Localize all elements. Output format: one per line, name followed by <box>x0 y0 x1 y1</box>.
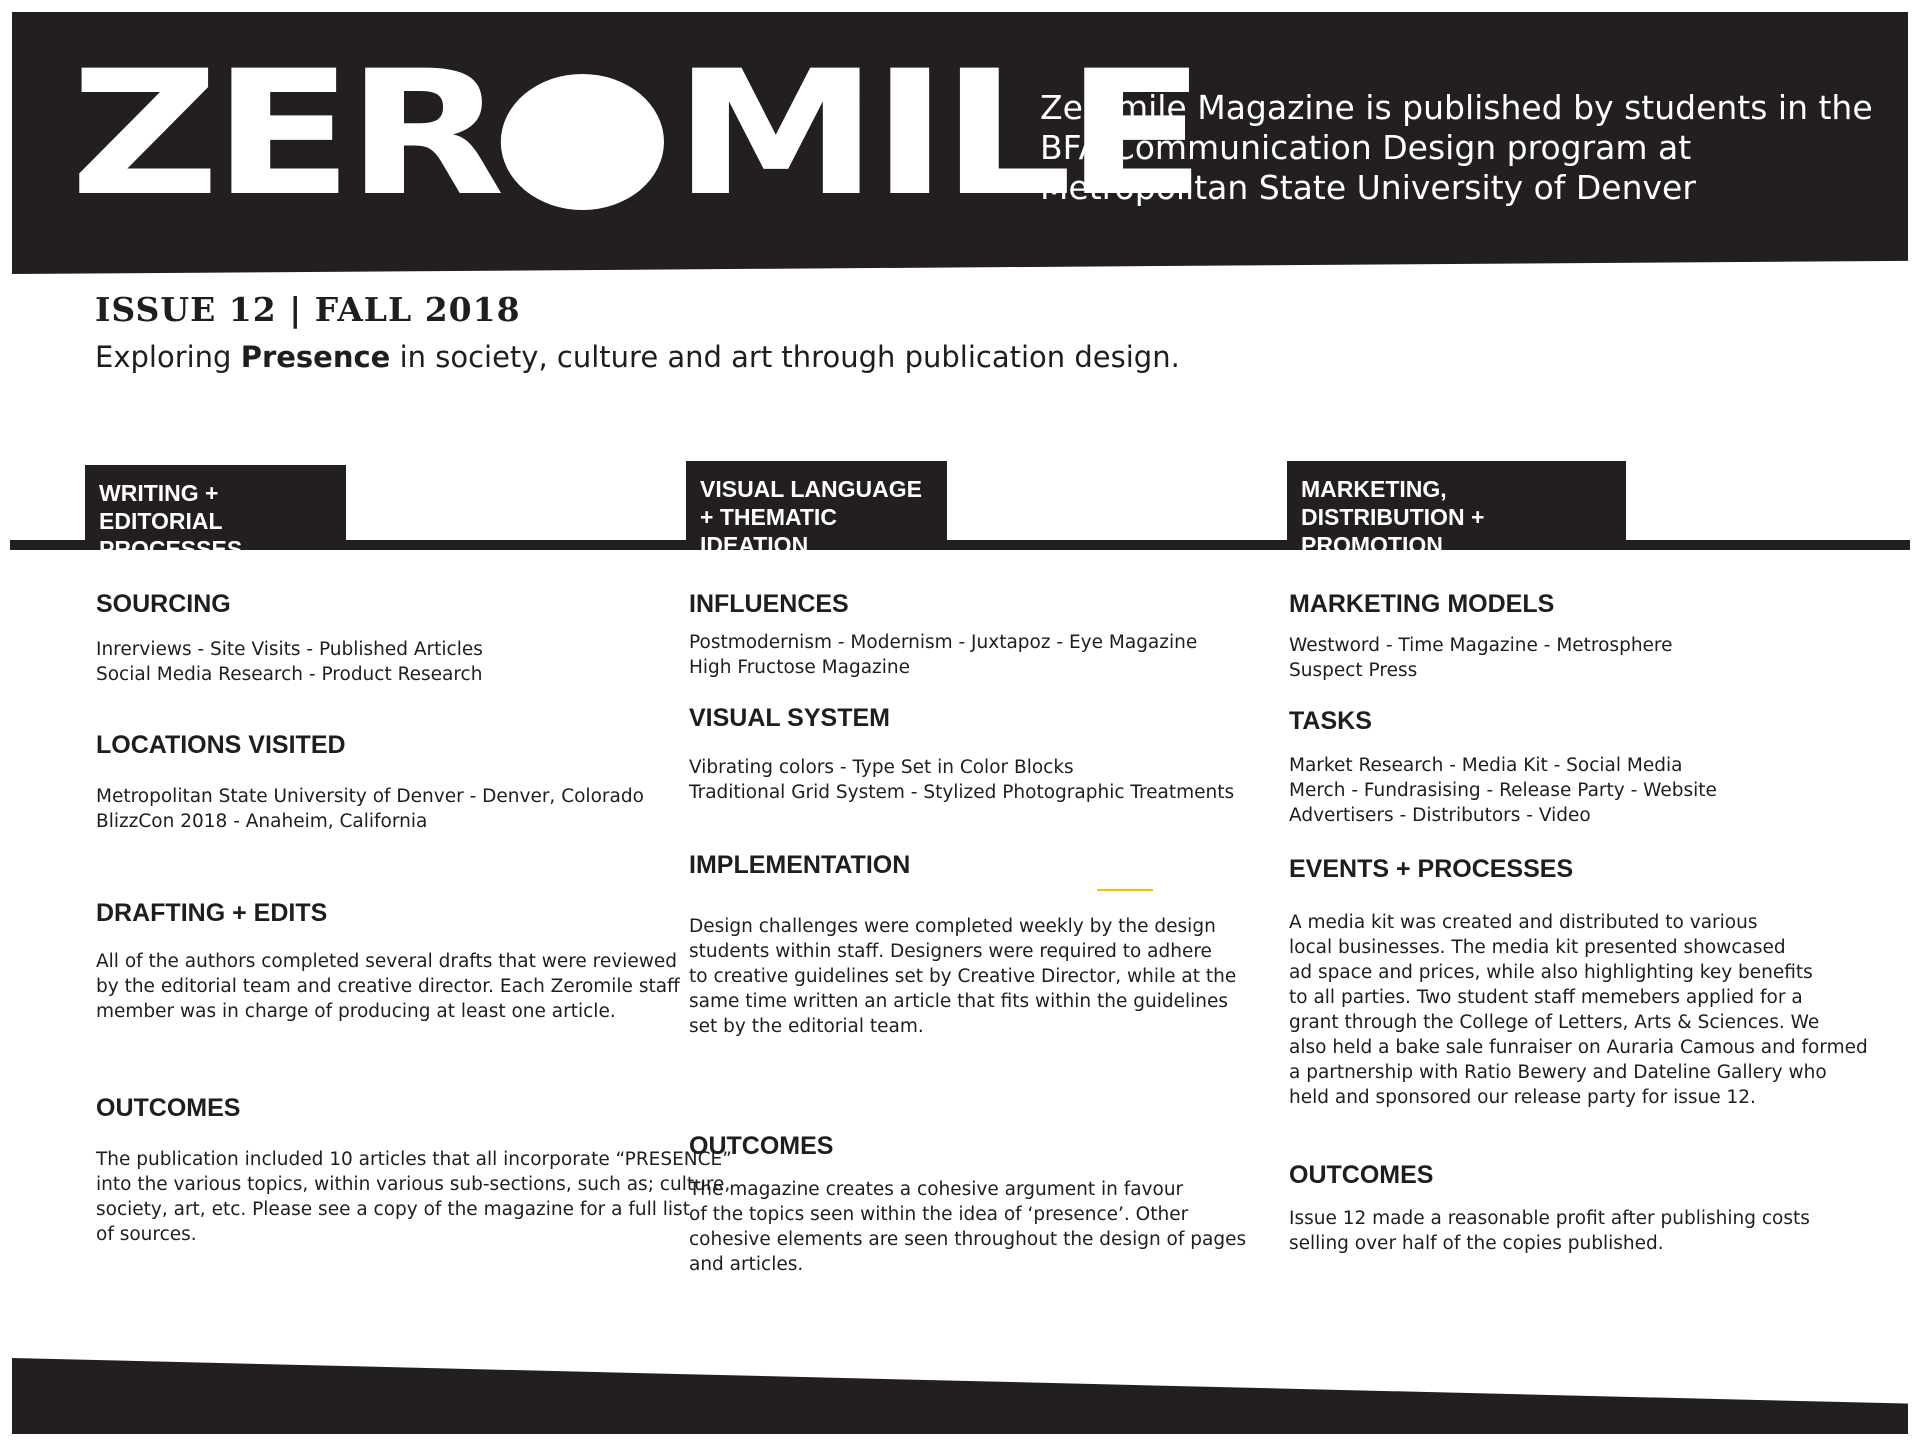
logo-text-end: MILE <box>673 33 1200 234</box>
section-heading: EVENTS + PROCESSES <box>1289 855 1574 883</box>
section-heading: VISUAL SYSTEM <box>689 704 890 732</box>
tagline <box>95 340 1180 374</box>
section-line: selling over half of the copies published. <box>1289 1233 1664 1254</box>
section-line: Issue 12 made a reasonable profit after publishing costs <box>1289 1208 1810 1229</box>
section-heading: OUTCOMES <box>1289 1161 1434 1189</box>
section-heading: TASKS <box>1289 707 1372 735</box>
section-line: Social Media Research - Product Research <box>96 664 483 685</box>
section-heading: OUTCOMES <box>96 1094 241 1122</box>
section-line: students within staff. Designers were required to adhere <box>689 941 1212 962</box>
accent-rule <box>1097 889 1153 891</box>
section-heading: OUTCOMES <box>689 1132 834 1160</box>
issue-title: ISSUE 12 | FALL 2018 <box>95 290 521 329</box>
logo-text-start: ZER <box>70 33 498 234</box>
intro-text: Zeromile Magazine is published by students in the BFA Communication Design program at Metropolitan State University of Denver <box>1040 88 1873 207</box>
section-line: Metropolitan State University of Denver - Denver, Colorado <box>96 786 644 807</box>
section-heading: DRAFTING + EDITS <box>96 899 328 927</box>
zeromile-logo <box>70 33 1200 234</box>
section-line: Suspect Press <box>1289 660 1418 681</box>
section-line: Traditional Grid System - Stylized Photographic Treatments <box>689 782 1235 803</box>
section-line: Advertisers - Distributors - Video <box>1289 805 1591 826</box>
logo-circle-icon <box>500 74 663 210</box>
section-line: All of the authors completed several drafts that were reviewed <box>96 951 677 972</box>
section-line: BlizzCon 2018 - Anaheim, California <box>96 811 428 832</box>
section-line: Postmodernism - Modernism - Juxtapoz - Eye Magazine <box>689 632 1198 653</box>
section-line: Westword - Time Magazine - Metrosphere <box>1289 635 1673 656</box>
section-heading: SOURCING <box>96 590 231 618</box>
section-line: also held a bake sale funraiser on Auraria Camous and formed <box>1289 1037 1868 1058</box>
section-line: grant through the College of Letters, Arts & Sciences. We <box>1289 1012 1820 1033</box>
section-line: The magazine creates a cohesive argument in favour <box>689 1179 1184 1200</box>
section-line: Merch - Fundrasising - Release Party - Website <box>1289 780 1717 801</box>
section-line: of sources. <box>96 1224 197 1245</box>
section-line: held and sponsored our release party for issue 12. <box>1289 1087 1756 1108</box>
section-line: local businesses. The media kit presented showcased <box>1289 937 1786 958</box>
section-line: ad space and prices, while also highlighting key benefits <box>1289 962 1813 983</box>
tab-marketing-distribution: MARKETING, DISTRIBUTION + PROMOTION <box>1287 461 1626 545</box>
section-line: The publication included 10 articles that all incorporate “PRESENCE” <box>96 1149 732 1170</box>
section-heading: MARKETING MODELS <box>1289 590 1555 618</box>
section-line: Market Research - Media Kit - Social Media <box>1289 755 1683 776</box>
tagline-end: in society, culture and art through publication design. <box>390 340 1180 374</box>
section-heading: IMPLEMENTATION <box>689 851 911 879</box>
section-line: High Fructose Magazine <box>689 657 911 678</box>
tab-visual-language: VISUAL LANGUAGE + THEMATIC IDEATION <box>686 461 947 545</box>
section-line: member was in charge of producing at least one article. <box>96 1001 616 1022</box>
section-line: into the various topics, within various sub-sections, such as; culture, <box>96 1174 731 1195</box>
section-line: A media kit was created and distributed to various <box>1289 912 1758 933</box>
section-line: of the topics seen within the idea of ‘presence’. Other <box>689 1204 1189 1225</box>
section-line: same time written an article that fits within the guidelines <box>689 991 1229 1012</box>
section-line: to creative guidelines set by Creative Director, while at the <box>689 966 1237 987</box>
section-line: a partnership with Ratio Bewery and Dateline Gallery who <box>1289 1062 1827 1083</box>
section-heading: LOCATIONS VISITED <box>96 731 346 759</box>
section-line: Vibrating colors - Type Set in Color Blocks <box>689 757 1074 778</box>
section-line: cohesive elements are seen throughout the design of pages <box>689 1229 1247 1250</box>
tagline-start: Exploring <box>95 340 241 374</box>
tagline-emphasis: Presence <box>240 340 391 374</box>
tab-writing-editorial: WRITING + EDITORIAL PROCESSES <box>85 465 346 545</box>
section-line: by the editorial team and creative director. Each Zeromile staff <box>96 976 680 997</box>
section-line: Inrerviews - Site Visits - Published Articles <box>96 639 483 660</box>
footer-banner <box>12 1358 1908 1434</box>
section-line: set by the editorial team. <box>689 1016 924 1037</box>
section-line: and articles. <box>689 1254 804 1275</box>
section-line: society, art, etc. Please see a copy of the magazine for a full list <box>96 1199 690 1220</box>
section-line: to all parties. Two student staff memebers applied for a <box>1289 987 1803 1008</box>
section-line: Design challenges were completed weekly by the design <box>689 916 1216 937</box>
section-heading: INFLUENCES <box>689 590 849 618</box>
